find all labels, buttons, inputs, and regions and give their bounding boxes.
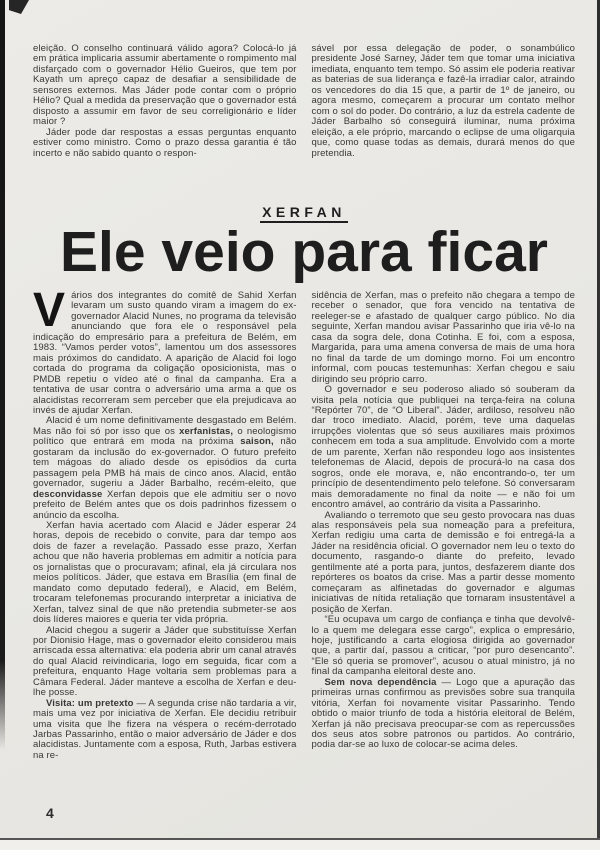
paragraph	[312, 385, 576, 510]
paragraph	[312, 44, 576, 159]
paragraph	[33, 626, 297, 699]
text-run: ários dos integrantes do comitê de Sahid Xerfan levaram um susto quando viram a imagem do ex-governador Alacid Nunes, no programa da televisão anunciando que fora ele o responsável pela indicação do empresário para a prefeitura de Belém, em 1983. “Vamos perder votos”, lamentou um dos assessores mais próximos do candidato. A aparição de Alacid foi logo cortada do programa da coligação oposicionista, mas o PMDB repetiu o vídeo até o final da campanha. Era a tentativa de usar contra o adversário uma arma a que os alacidistas recorreram sem perceber que ela prejudicava ao invés de ajudar Xerfan.	[33, 291, 297, 416]
text-run: — A segunda crise não tardaria a vir, mais uma vez por iniciativa de Xerfan. Ele decidiu retribuir uma visita que lhe fizera na véspera o recém-derrotado Jarbas Passarinho, então o maior adversário de Jáder e dos alacidistas. Juntamente com a esposa, Ruth, Jarbas estivera na re-	[33, 697, 297, 761]
page-edge-shadow-left	[0, 0, 5, 750]
bold-text-run: desconvidasse	[33, 488, 103, 500]
section-kicker: XERFAN	[260, 204, 348, 223]
intro-continuation-section	[33, 44, 575, 202]
paragraph	[33, 44, 297, 128]
bold-text-run: Sem nova dependência	[324, 676, 437, 688]
text-run: o neologismo político que entrará em moda na próxima	[33, 425, 297, 448]
article-body-section	[33, 291, 575, 827]
paragraph	[312, 678, 576, 751]
text-run: Avaliando o terremoto que seu gesto provocara nas duas alas responsáveis pela sua nomeação para a prefeitura, Xerfan redigiu uma carta de demissão e foi entregá-la a Jáder na residência oficial. O governador nem leu o texto do documento, rasgando-o diante do prefeito, levado gentilmente até a porta para, juntos, desfazerem diante dos repórteres os boatos da crise. Mas a partir desse momento começaram as alfinetadas do governador e algumas iniciativas de nítida retaliação que tornaram insustentável a posição de Xerfan.	[311, 509, 575, 615]
paragraph	[33, 699, 297, 762]
article-right-column	[312, 291, 576, 827]
paragraph	[33, 128, 297, 159]
below-rule-strip	[0, 840, 600, 850]
page-content	[33, 44, 575, 827]
text-run: Jáder pode dar respostas a essas perguntas enquanto estiver como ministro. Como o prazo dessa garantia é tão incerto e não sabido quanto o respon-	[33, 126, 297, 159]
article-left-column	[33, 291, 297, 827]
scan-speck	[9, 0, 29, 14]
paragraph	[33, 521, 297, 626]
article-headline: Ele veio para ficar	[60, 220, 548, 284]
text-run: Alacid é um nome definitivamente desgastado em Belém. Mas não foi só por isso que os	[33, 415, 297, 437]
intro-right-column	[312, 44, 576, 202]
article-header	[33, 204, 575, 284]
text-run: eleição. O conselho continuará válido agora? Colocá-lo já em prática implicaria assumir abertamente o rompimento mal disfarçado com o governador Hélio Gueiros, que tem por Kayath um apreço capaz de desafiar a sensibilidade de sensores externos. Mas Jáder pode contar com o próprio Hélio? Qual a medida da preservação que o governador está disposto a assumir em favor de seu correligionário e líder maior ?	[33, 44, 297, 128]
paragraph	[33, 291, 297, 416]
text-run: sidência de Xerfan, mas o prefeito não chegara a tempo de receber o senador, que fora vencido na tentativa de reeleger-se e afastado de qualquer cargo público. No dia seguinte, Xerfan mandou avisar Passarinho que iria vê-lo na casa da sogra dele, dona Cotinha. E foi, com a esposa, Margarida, para uma amena conversa de mais de uma hora no final da tarde de um domingo morno. Foi um encontro informal, com poucas testemunhas: Xerfan chegou e saiu dirigindo seu próprio carro.	[311, 291, 575, 385]
paragraph	[312, 615, 576, 678]
bold-text-run: saison,	[240, 436, 274, 448]
text-run: O governador e seu poderoso aliado só souberam da visita pela notícia que publiquei na terça-feira na coluna “Repórter 70”, de “O Liberal”. Jáder, ardiloso, resolveu não dar troco imediato. Alacid, porém, teve uma daquelas irrupções violentas que só seus auxiliares mais próximos conhecem em toda a sua amplitude. Envolvido com a morte de um parente, Xerfan não respondeu logo aos insistentes telefonemas de Alacid, depois de procurá-lo na casa dos sogros, onde ele morava, e, não encontrando-o, ter um princípio de desentendimento pelo telefone. Só conversaram mais demoradamente no final da noite — e não foi um encontro amável, ao contrário da visita a Passarinho.	[311, 384, 575, 511]
paragraph	[312, 291, 576, 385]
paragraph	[33, 416, 297, 521]
text-run: Xerfan havia acertado com Alacid e Jáder esperar 24 horas, depois de recebido o convite, para dar tempo aos dois de fazer a revelação. Passado esse prazo, Xerfan achou que não haveria problemas em admitir a notícia para os jornalistas que o procuravam; afinal, ela já circulara nos meios políticos. Jáder, que estava em Brasília (em final de mandato como deputado federal), e Alacid, em Belém, trocaram telefonemas procurando interpretar a iniciativa de Xerfan, talvez sinal de que não pretendia submeter-se aos dois líderes maiores e queria ter vida própria.	[33, 519, 297, 626]
page-number: 4	[46, 805, 54, 821]
bold-text-run: xerfanistas,	[179, 425, 234, 437]
text-run: Xerfan depois que ele admitiu ser o novo prefeito de Belém antes que os dois padrinhos fizessem o anúncio da escolha.	[33, 488, 297, 521]
text-run: Alacid chegou a sugerir a Jáder que substituísse Xerfan por Dionisio Hage, mas o governador eleito considerou mais arriscada essa alternativa: ela poderia abrir um canal através do qual Alacid reivindicaria, logo em seguida, ficar com a prefeitura, enquanto Hage voltaria sem problemas para a Câmara Federal. Jáder manteve a escolha de Xerfan e deu-lhe posse.	[33, 624, 297, 699]
bold-text-run: Visita: um pretexto	[46, 697, 134, 709]
text-run: — Logo que a apuração das primeiras urnas confirmou as previsões sobre sua tranquila vitória, Xerfan foi novamente visitar Passarinho. Tendo obtido o maior triunfo de toda a história eleitoral de Belém, Xerfan já não precisava preocupar-se com as repercussões dos seus atos sobre patronos ou partidos. Ao contrário, podia dar-se ao luxo de colocar-se acima deles.	[311, 676, 575, 751]
text-run: “Eu ocupava um cargo de confiança e tinha que devolvê-lo a quem me delegara esse cargo”, explica o empresário, hoje, justificando a carta elogiosa dirigida ao governador que, a partir daí, passou a criticar, “por puro desencanto”. “Ele só queria se promover”, acusou o atual ministro, já no final da campanha eleitoral deste ano.	[311, 614, 575, 678]
intro-left-column	[33, 44, 297, 202]
drop-cap: V	[33, 291, 66, 337]
text-run: sável por essa delegação de poder, o sonambúlico presidente José Sarney, Jáder tem que tomar uma iniciativa imediata, enquanto tem tempo. Só assim ele poderia reativar as baterias de sua liderança e fazê-la irradiar calor, atraindo os vencedores do dia 15 que, a partir de 1º de janeiro, ou agora mesmo, começarem a procurar um contato melhor com o sol do poder. Do contrário, a luz da estrela cadente de Jáder Barbalho só conseguirá iluminar, numa próxima eleição, a ele próprio, marcando o eclipse de uma oligarquia que, como quase todas as demais, durará menos do que pretendia.	[311, 44, 575, 159]
paragraph	[312, 511, 576, 616]
text-run: não gostaram da inclusão do ex-governador. O futuro prefeito tem mágoas do aliado desde os episódios da curta passagem pela PMB há mais de cinco anos. Alacid, então governador, sugeriu a Jáder Barbalho, recém-eleito, que	[33, 436, 297, 490]
